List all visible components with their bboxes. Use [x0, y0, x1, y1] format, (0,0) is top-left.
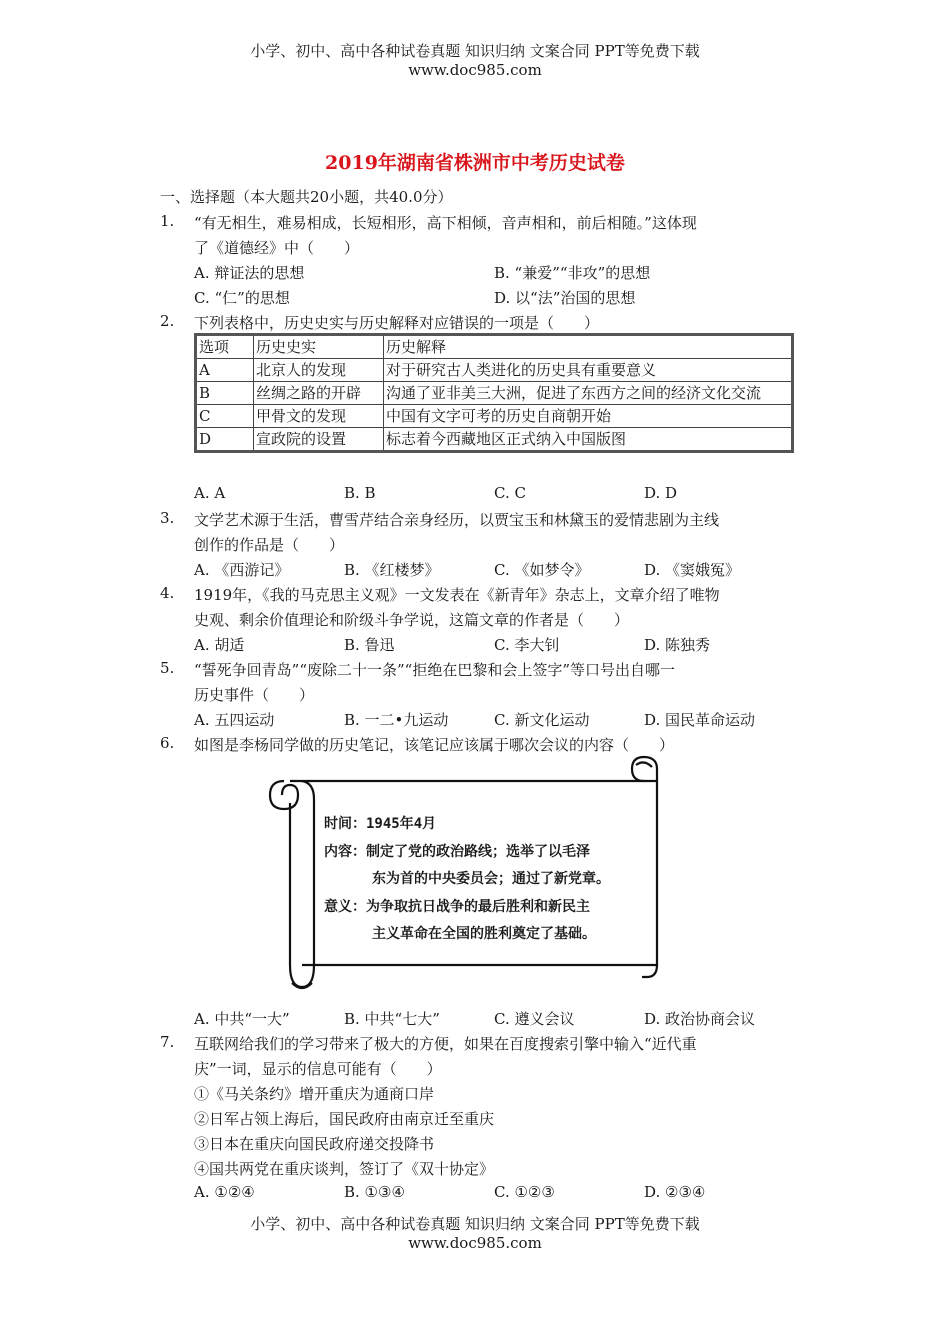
option-c: C. 新文化运动	[494, 711, 590, 729]
option-b: B. B	[344, 484, 376, 502]
question-stem-line-1: “有无相生，难易相成，长短相形，高下相倾，音声相和，前后相随。”这体现	[194, 214, 697, 232]
question-number: 1.	[160, 212, 175, 230]
question-stem-line-2: 历史事件（ ）	[194, 686, 315, 704]
option-d: D. D	[644, 484, 678, 502]
option-b: B. 《红楼梦》	[344, 561, 440, 579]
option-b: B. “兼爱”“非攻”的思想	[494, 264, 651, 282]
option-c: C. “仁”的思想	[194, 289, 290, 307]
page-title: 2019年湖南省株洲市中考历史试卷	[325, 152, 625, 174]
option-b: B. 一二•九运动	[344, 711, 449, 729]
note-line-content-1: 内容：制定了党的政治路线；选举了以毛泽	[324, 844, 590, 860]
option-a: A. 中共“一大”	[194, 1010, 290, 1028]
table-cell: 中国有文字可考的历史自商朝开始	[384, 405, 793, 428]
question-stem-line-1: 文学艺术源于生活，曹雪芹结合亲身经历，以贾宝玉和林黛玉的爱情悲剧为主线	[194, 511, 720, 529]
table-header-row	[196, 335, 793, 359]
table-cell: 沟通了亚非美三大洲，促进了东西方之间的经济文化交流	[384, 382, 793, 405]
note-line-significance-1: 意义：为争取抗日战争的最后胜利和新民主	[324, 899, 590, 915]
option-d: D. ②③④	[644, 1183, 706, 1201]
list-item: ③日本在重庆向国民政府递交投降书	[194, 1135, 435, 1153]
table-header-cell: 选项	[196, 335, 254, 359]
option-b: B. 中共“七大”	[344, 1010, 440, 1028]
option-b: B. 鲁迅	[344, 636, 395, 654]
table-cell: 丝绸之路的开辟	[254, 382, 384, 405]
question-number: 3.	[160, 509, 175, 527]
option-a: A. 《西游记》	[194, 561, 290, 579]
footer-line-1: 小学、初中、高中各种试卷真题 知识归纳 文案合同 PPT等免费下载	[250, 1215, 700, 1233]
option-d: D. 政治协商会议	[644, 1010, 756, 1028]
option-c: C. 李大钊	[494, 636, 560, 654]
history-table	[194, 333, 794, 453]
question-stem-line-1: 如图是李杨同学做的历史笔记，该笔记应该属于哪次会议的内容（ ）	[194, 736, 675, 754]
table-cell: 标志着今西藏地区正式纳入中国版图	[384, 428, 793, 452]
table-row	[196, 405, 793, 428]
option-a: A. A	[194, 484, 226, 502]
table-cell: D	[196, 428, 254, 452]
note-line-time: 时间：1945年4月	[324, 816, 437, 832]
option-a: A. 五四运动	[194, 711, 275, 729]
option-b: B. ①③④	[344, 1183, 405, 1201]
header-line-1: 小学、初中、高中各种试卷真题 知识归纳 文案合同 PPT等免费下载	[250, 42, 700, 60]
section-heading: 一、选择题（本大题共20小题，共40.0分）	[160, 188, 453, 206]
option-c: C. 《如梦令》	[494, 561, 590, 579]
table-header-cell: 历史解释	[384, 335, 793, 359]
option-a: A. ①②④	[194, 1183, 255, 1201]
option-c: C. C	[494, 484, 526, 502]
question-stem-line-1: 1919年，《我的马克思主义观》一文发表在《新青年》杂志上，文章介绍了唯物	[194, 586, 720, 604]
option-d: D. 《窦娥冤》	[644, 561, 741, 579]
question-stem-line-1: 下列表格中，历史史实与历史解释对应错误的一项是（ ）	[194, 314, 600, 332]
table-cell: 对于研究古人类进化的历史具有重要意义	[384, 359, 793, 382]
list-item: ④国共两党在重庆谈判，签订了《双十协定》	[194, 1160, 495, 1178]
question-stem-line-2: 了《道德经》中（ ）	[194, 239, 360, 257]
list-item: ②日军占领上海后，国民政府由南京迁至重庆	[194, 1110, 495, 1128]
question-number: 4.	[160, 584, 175, 602]
option-d: D. 以“法”治国的思想	[494, 289, 636, 307]
table-row	[196, 428, 793, 452]
option-d: D. 陈独秀	[644, 636, 711, 654]
question-stem-line-2: 史观、剩余价值理论和阶级斗争学说，这篇文章的作者是（ ）	[194, 611, 630, 629]
question-number: 7.	[160, 1033, 175, 1051]
table-cell: B	[196, 382, 254, 405]
option-d: D. 国民革命运动	[644, 711, 756, 729]
note-line-content-2: 东为首的中央委员会；通过了新党章。	[372, 871, 610, 887]
question-number: 6.	[160, 734, 175, 752]
option-c: C. 遵义会议	[494, 1010, 575, 1028]
option-a: A. 辩证法的思想	[194, 264, 305, 282]
table-cell: 宣政院的设置	[254, 428, 384, 452]
table-cell: 甲骨文的发现	[254, 405, 384, 428]
option-a: A. 胡适	[194, 636, 245, 654]
question-stem-line-2: 庆”一词，显示的信息可能有（ ）	[194, 1060, 442, 1078]
note-line-significance-2: 主义革命在全国的胜利奠定了基础。	[372, 926, 596, 942]
table-row	[196, 359, 793, 382]
list-item: ①《马关条约》增开重庆为通商口岸	[194, 1085, 435, 1103]
question-stem-line-1: 互联网给我们的学习带来了极大的方便，如果在百度搜索引擎中输入“近代重	[194, 1035, 697, 1053]
question-stem-line-2: 创作的作品是（ ）	[194, 536, 345, 554]
question-number: 5.	[160, 659, 175, 677]
question-stem-line-1: “誓死争回青岛”“废除二十一条”“拒绝在巴黎和会上签字”等口号出自哪一	[194, 661, 676, 679]
footer-url[interactable]: www.doc985.com	[408, 1234, 542, 1252]
question-number: 2.	[160, 312, 175, 330]
table-cell: A	[196, 359, 254, 382]
history-note-scroll	[262, 755, 682, 995]
table-header-cell: 历史史实	[254, 335, 384, 359]
table-cell: 北京人的发现	[254, 359, 384, 382]
option-c: C. ①②③	[494, 1183, 555, 1201]
table-cell: C	[196, 405, 254, 428]
table-row	[196, 382, 793, 405]
header-url[interactable]: www.doc985.com	[408, 61, 542, 79]
